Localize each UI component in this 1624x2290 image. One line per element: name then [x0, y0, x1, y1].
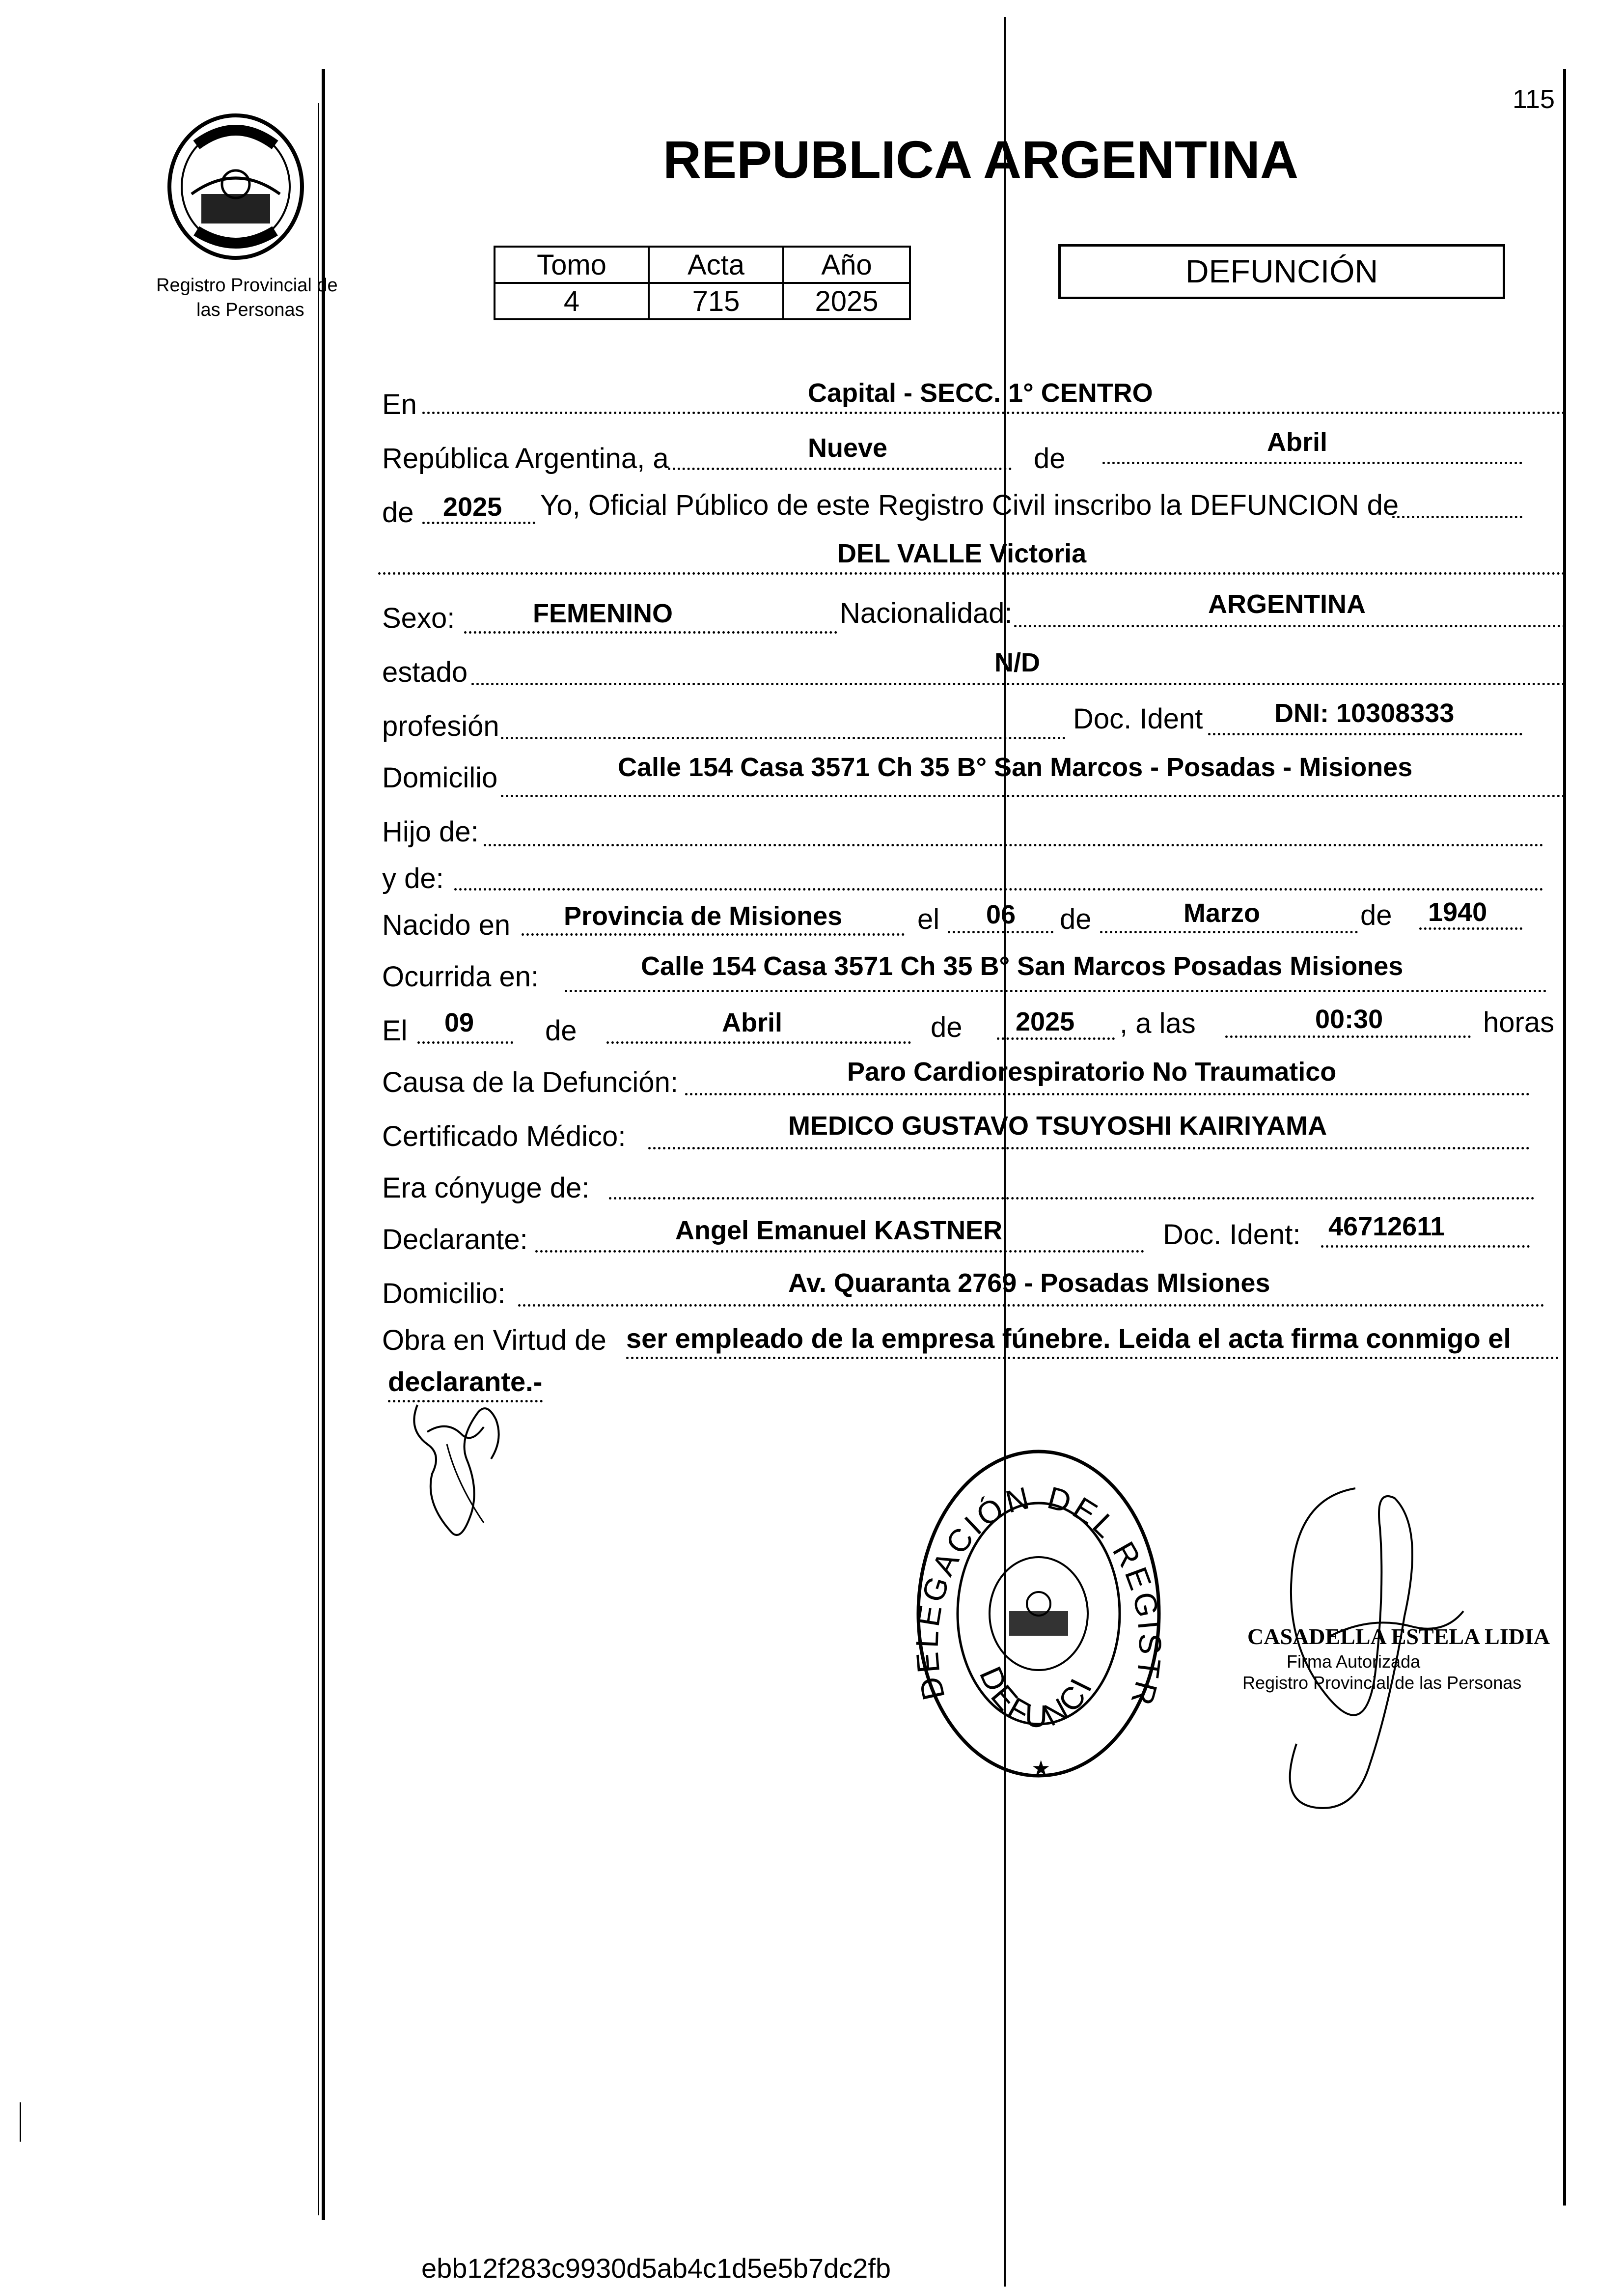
doc-ident-line: [1208, 733, 1522, 735]
de-label-3: de: [1060, 903, 1092, 935]
day-word: Nueve: [808, 433, 888, 463]
en-value: Capital - SECC. 1° CENTRO: [808, 378, 1153, 408]
fold-line: [1004, 17, 1006, 2287]
stamp-star: ★: [1031, 1757, 1051, 1781]
profesion-line: [501, 737, 1066, 739]
decl-doc-value: 46712611: [1328, 1212, 1445, 1241]
signer-org: Registro Provincial de las Personas: [1242, 1673, 1522, 1693]
birth-day: 06: [986, 900, 1016, 929]
left-margin-thin-line: [318, 103, 319, 2215]
El-label: El: [382, 1015, 408, 1047]
col-header-ano: Año: [783, 247, 910, 283]
signer-name: CASADELLA ESTELA LIDIA: [1247, 1624, 1550, 1649]
death-month-line: [606, 1041, 911, 1044]
acta-value: 715: [649, 283, 783, 319]
left-margin-line: [322, 69, 325, 2220]
birth-year: 1940: [1428, 897, 1487, 927]
death-day-line: [417, 1041, 513, 1044]
republica-label: República Argentina, a: [382, 443, 669, 475]
col-header-acta: Acta: [649, 247, 783, 283]
register-table: [494, 246, 911, 320]
ocurrida-value: Calle 154 Casa 3571 Ch 35 B° San Marcos Posadas Misiones: [641, 951, 1404, 981]
yo-text: Yo, Oficial Público de este Registro Civil inscribo la DEFUNCION de: [540, 489, 1399, 521]
birth-month-line: [1100, 931, 1358, 933]
certificado-line: [648, 1147, 1530, 1149]
right-margin-line: [1563, 69, 1566, 2206]
stamp-outer-text: DELEGACIÓN DEL REGISTR: [911, 1479, 1166, 1712]
declarante-value: Angel Emanuel KASTNER: [675, 1216, 1003, 1245]
tomo-value: 4: [495, 283, 649, 319]
org-line-1: Registro Provincial de: [156, 275, 338, 296]
obra-line: [626, 1357, 1559, 1359]
de-label-4: de: [1360, 899, 1392, 931]
obra-text: ser empleado de la empresa fúnebre. Leida el acta firma conmigo el: [626, 1323, 1511, 1354]
ocurrida-label: Ocurrida en:: [382, 961, 539, 993]
year-line: [422, 522, 535, 524]
stamp-inner-text: DEFUNCI: [972, 1661, 1101, 1734]
decl-dom-line: [518, 1304, 1544, 1307]
page-number: 115: [1513, 84, 1555, 114]
de-label-5: de: [545, 1015, 577, 1047]
estado-label: estado: [382, 656, 468, 688]
official-stamp: [911, 1442, 1166, 1786]
domicilio-line: [501, 795, 1566, 797]
declarant-signature: [398, 1385, 525, 1547]
causa-label: Causa de la Defunción:: [382, 1066, 678, 1098]
nacionalidad-value: ARGENTINA: [1208, 589, 1366, 619]
death-day: 09: [444, 1008, 474, 1037]
horas-label: horas: [1483, 1006, 1555, 1038]
conyuge-label: Era cónyuge de:: [382, 1172, 590, 1204]
en-line: [422, 412, 1566, 414]
declarante-line: [535, 1250, 1144, 1253]
nacido-value: Provincia de Misiones: [564, 901, 843, 931]
death-year: 2025: [1016, 1007, 1075, 1036]
death-month: Abril: [722, 1008, 783, 1037]
declarante-label: Declarante:: [382, 1224, 528, 1256]
col-header-tomo: Tomo: [495, 247, 649, 283]
month-line: [1102, 462, 1522, 464]
footer-hash: ebb12f283c9930d5ab4c1d5e5b7dc2fb: [421, 2253, 891, 2284]
nacionalidad-label: Nacionalidad:: [840, 597, 1013, 629]
month-value: Abril: [1267, 427, 1328, 457]
hijo-line: [484, 844, 1543, 846]
en-label: En: [382, 389, 417, 420]
de-label-1: de: [1034, 443, 1066, 475]
sexo-value: FEMENINO: [533, 599, 673, 628]
decl-doc-label: Doc. Ident:: [1163, 1219, 1301, 1251]
doc-type-box: DEFUNCIÓN: [1058, 244, 1505, 299]
el-label: el: [917, 903, 940, 935]
doc-ident-value: DNI: 10308333: [1274, 698, 1455, 728]
decl-dom-value: Av. Quaranta 2769 - Posadas MIsiones: [788, 1268, 1270, 1298]
certificado-label: Certificado Médico:: [382, 1120, 626, 1152]
ocurrida-line: [565, 990, 1547, 992]
sexo-label: Sexo:: [382, 602, 455, 634]
hijo-label: Hijo de:: [382, 816, 479, 848]
sexo-line: [464, 631, 837, 634]
de-label-6: de: [931, 1011, 963, 1043]
year-value: 2025: [443, 492, 502, 522]
a-las-label: , a las: [1120, 1007, 1196, 1039]
decl-doc-line: [1321, 1245, 1530, 1248]
y-de-label: y de:: [382, 863, 444, 894]
time-value: 00:30: [1315, 1005, 1383, 1034]
estado-value: N/D: [994, 648, 1040, 677]
causa-value: Paro Cardiorespiratorio No Traumatico: [847, 1057, 1337, 1087]
birth-day-line: [948, 931, 1053, 933]
estado-line: [471, 683, 1566, 685]
ano-value: 2025: [783, 283, 910, 319]
domicilio-label: Domicilio: [382, 762, 498, 794]
birth-month: Marzo: [1184, 898, 1261, 928]
signer-role: Firma Autorizada: [1287, 1651, 1421, 1672]
birth-year-line: [1419, 927, 1522, 930]
y-de-line: [454, 888, 1543, 891]
page-title: REPUBLICA ARGENTINA: [663, 130, 1298, 189]
causa-line: [685, 1093, 1530, 1095]
day-line: [668, 468, 1012, 470]
profesion-label: profesión: [382, 710, 499, 742]
provincial-seal: [162, 108, 309, 260]
obra-label: Obra en Virtud de: [382, 1324, 606, 1356]
time-line: [1225, 1035, 1471, 1038]
domicilio-value: Calle 154 Casa 3571 Ch 35 B° San Marcos - Posadas - Misiones: [618, 753, 1413, 782]
nacido-label: Nacido en: [382, 909, 511, 941]
org-line-2: las Personas: [196, 300, 304, 320]
de-label-2: de: [382, 497, 414, 529]
far-left-mark: [20, 2102, 21, 2142]
yo-line: [1392, 516, 1522, 518]
authorized-signature-scribble: [1257, 1469, 1473, 1832]
nacido-line: [522, 933, 905, 936]
name-line: [378, 572, 1566, 575]
certificado-value: MEDICO GUSTAVO TSUYOSHI KAIRIYAMA: [788, 1111, 1327, 1141]
obra-text-2: declarante.-: [388, 1366, 543, 1397]
doc-ident-label: Doc. Ident: [1073, 703, 1203, 735]
deceased-name: DEL VALLE Victoria: [837, 539, 1087, 568]
nacionalidad-line: [1014, 625, 1566, 627]
conyuge-line: [609, 1197, 1535, 1200]
decl-dom-label: Domicilio:: [382, 1278, 506, 1310]
death-year-line: [997, 1037, 1115, 1040]
